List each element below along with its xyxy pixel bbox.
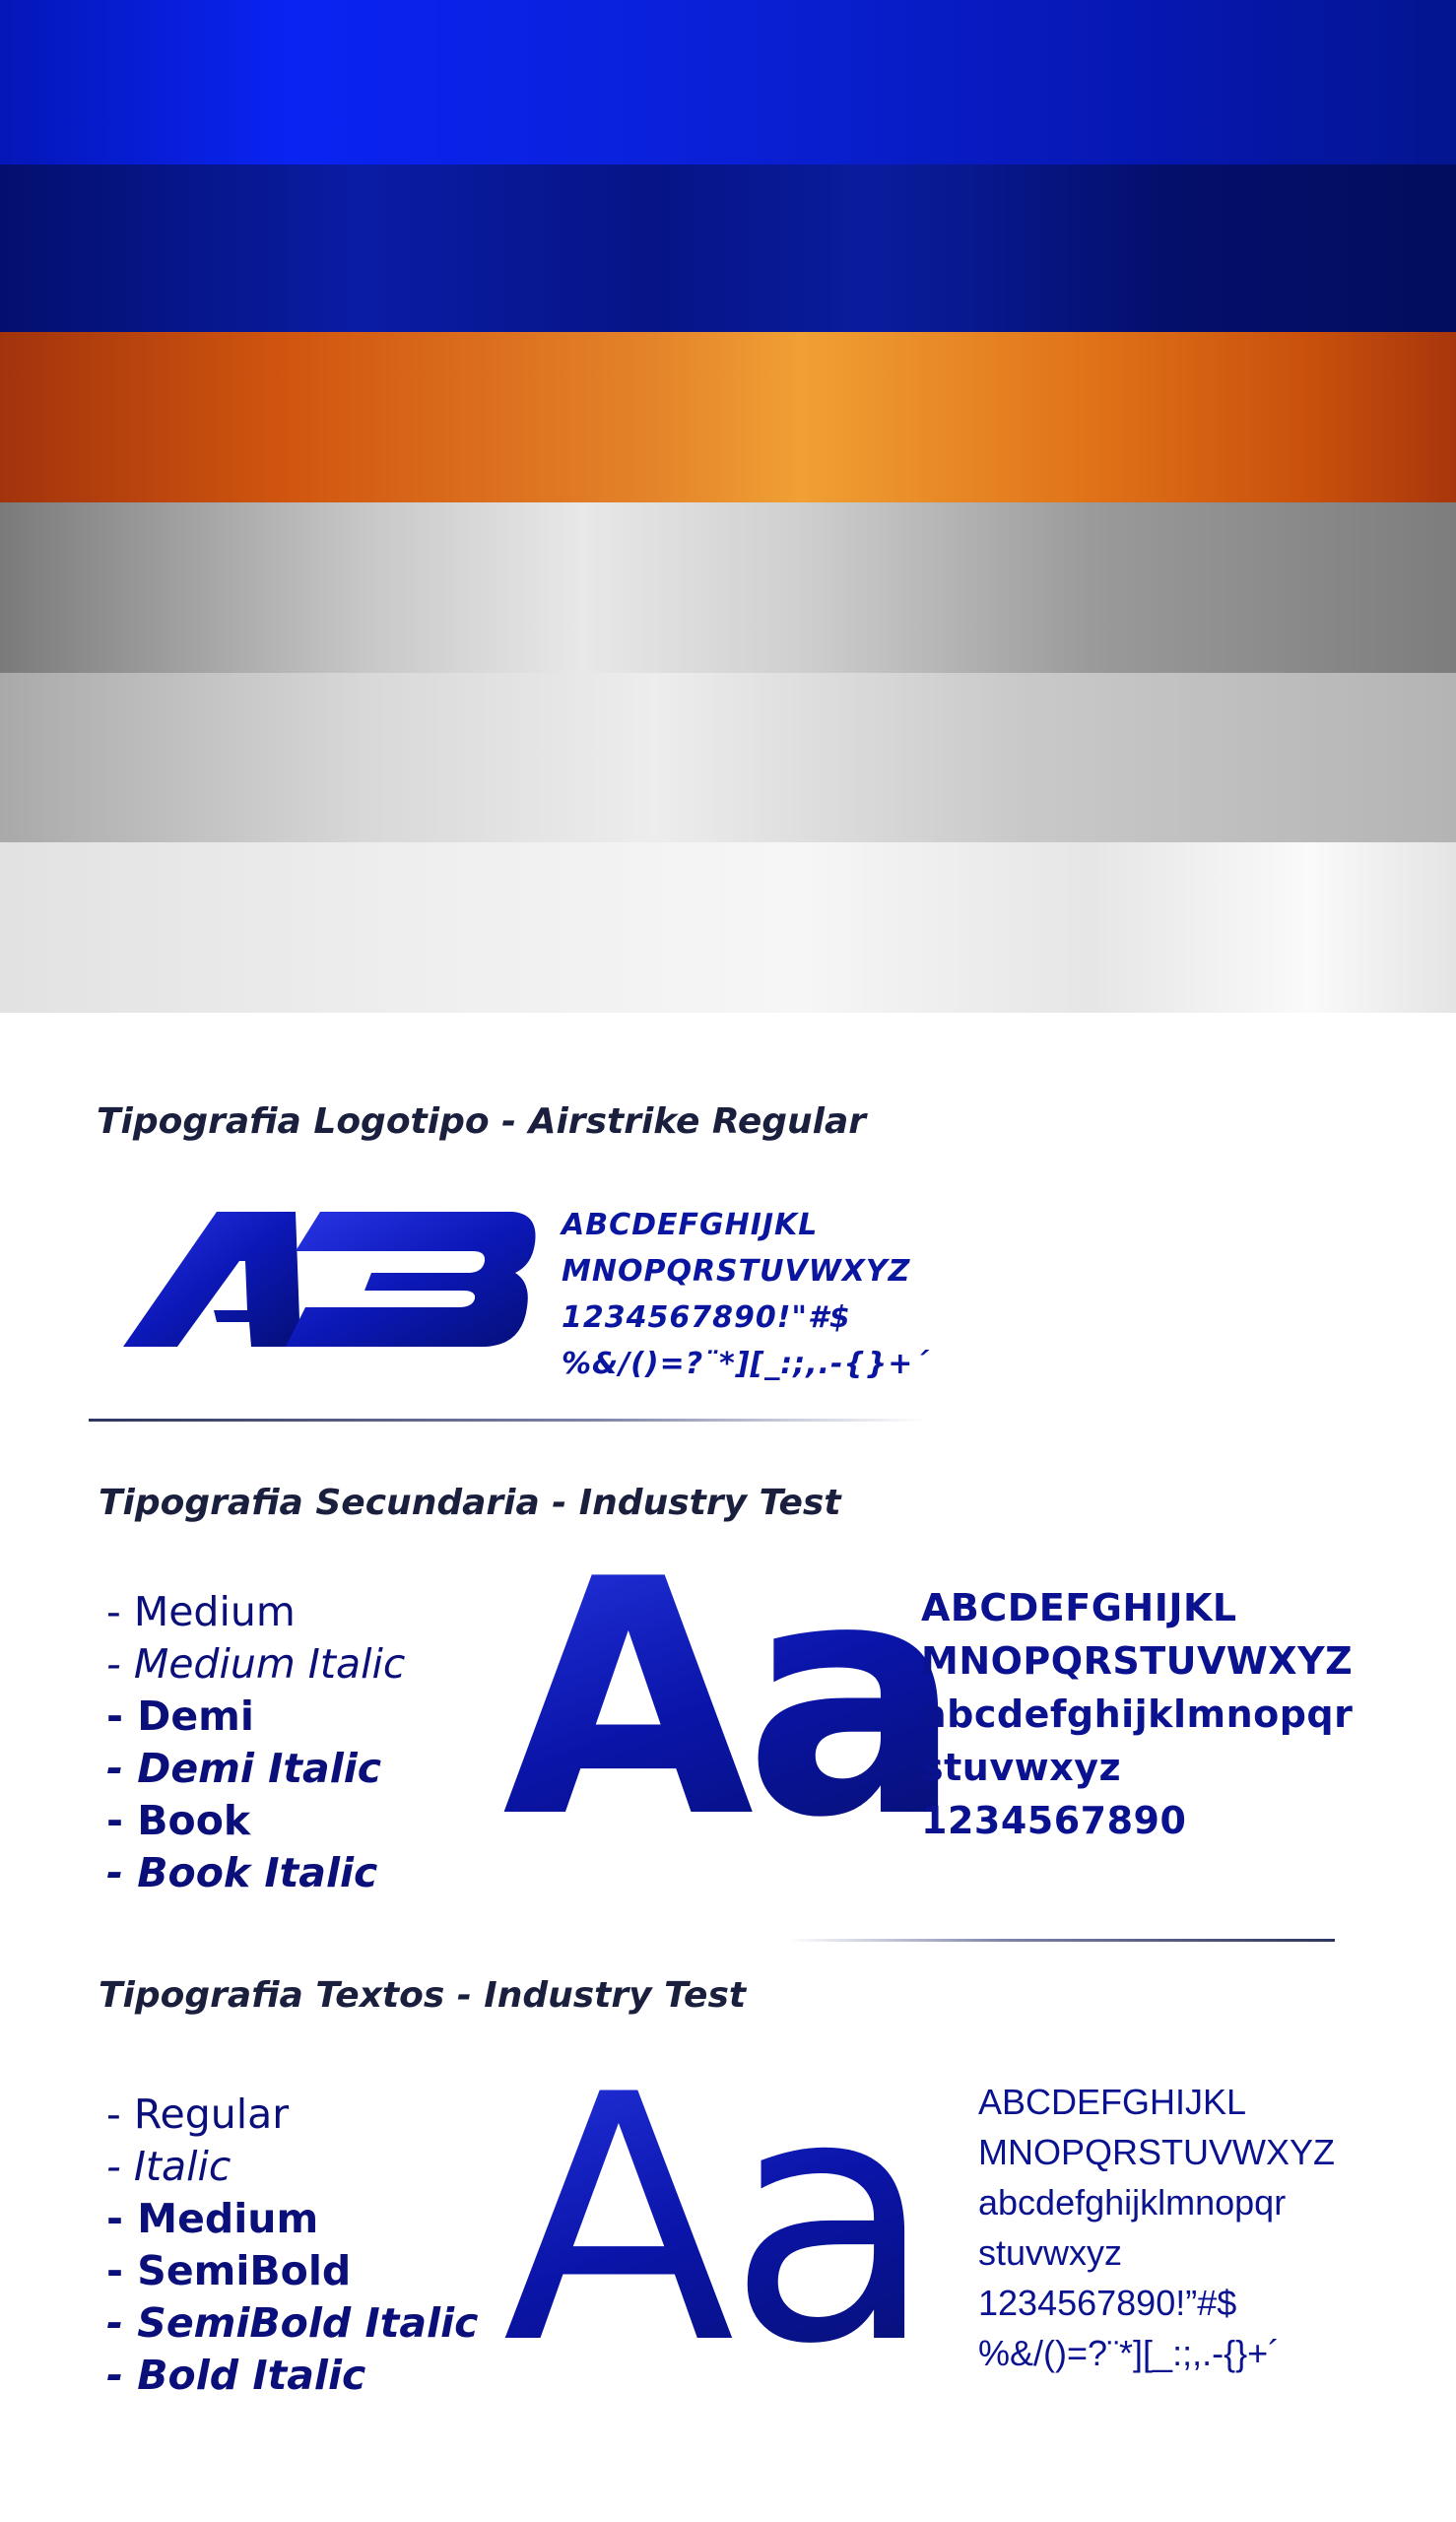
logo-glyph-set [562,1202,929,1387]
weight-item-demi: - Demi [106,1692,254,1740]
weight-item-book: - Book [106,1797,251,1844]
text-typography-heading: Tipografia Textos - Industry Test [99,1975,747,2016]
secondary-font-sample: Aa [502,1510,955,1889]
color-swatch-bright-blue [0,0,1456,169]
color-swatch-light-silver [0,842,1456,1013]
glyph-line: %&/()=?¨*][_:;,.-{}+´ [978,2333,1281,2373]
glyph-line: ABCDEFGHIJKL [921,1586,1237,1629]
glyph-line: 1234567890!”#$ [978,2283,1237,2323]
logo-typography-heading: Tipografia Logotipo - Airstrike Regular [97,1101,867,1142]
weight-item-demi-italic: - Demi Italic [106,1745,382,1792]
section-divider [788,1939,1335,1942]
glyph-line: MNOPQRSTUVWXYZ [978,2132,1336,2172]
weight-item-semibold: - SemiBold [106,2247,352,2294]
weight-item-book-italic: - Book Italic [106,1849,378,1896]
glyph-line: ABCDEFGHIJKL [562,1208,819,1242]
logo-letter-b [286,1212,536,1347]
secondary-weight-list [106,1586,405,1899]
glyph-line: ABCDEFGHIJKL [978,2082,1247,2122]
weight-item-bold-italic: - Bold Italic [106,2352,366,2399]
color-swatch-orange [0,332,1456,502]
weight-item-medium-italic: - Medium Italic [106,1640,406,1688]
glyph-line: stuvwxyz [978,2232,1123,2273]
weight-item-regular: - Regular [106,2091,290,2138]
glyph-line: stuvwxyz [921,1746,1122,1789]
text-font-sample: Aa [502,2024,928,2419]
secondary-glyph-set [921,1581,1353,1847]
logo-ab-sample [123,1204,537,1352]
weight-item-medium: - Medium [106,2195,319,2242]
glyph-line: abcdefghijklmnopqr [921,1692,1354,1736]
glyph-line: 1234567890!"#$ [562,1300,851,1335]
logo-letter-a [123,1212,300,1347]
weight-item-italic: - Italic [106,2143,232,2190]
text-glyph-set [978,2077,1335,2378]
weight-item-medium: - Medium [106,1588,296,1635]
glyph-line: 1234567890 [921,1799,1187,1842]
secondary-typography-heading: Tipografia Secundaria - Industry Test [99,1483,841,1523]
glyph-line: MNOPQRSTUVWXYZ [921,1639,1354,1683]
color-swatch-silver [0,673,1456,842]
glyph-line: abcdefghijklmnopqr [978,2182,1287,2223]
glyph-line: MNOPQRSTUVWXYZ [562,1254,911,1289]
section-divider [89,1419,926,1422]
color-swatch-dark-silver [0,502,1456,673]
color-swatch-navy-blue [0,165,1456,332]
text-weight-list [106,2089,478,2402]
glyph-line: %&/()=?¨*][_:;,.-{}+´ [562,1347,930,1381]
weight-item-semibold-italic: - SemiBold Italic [106,2299,479,2347]
